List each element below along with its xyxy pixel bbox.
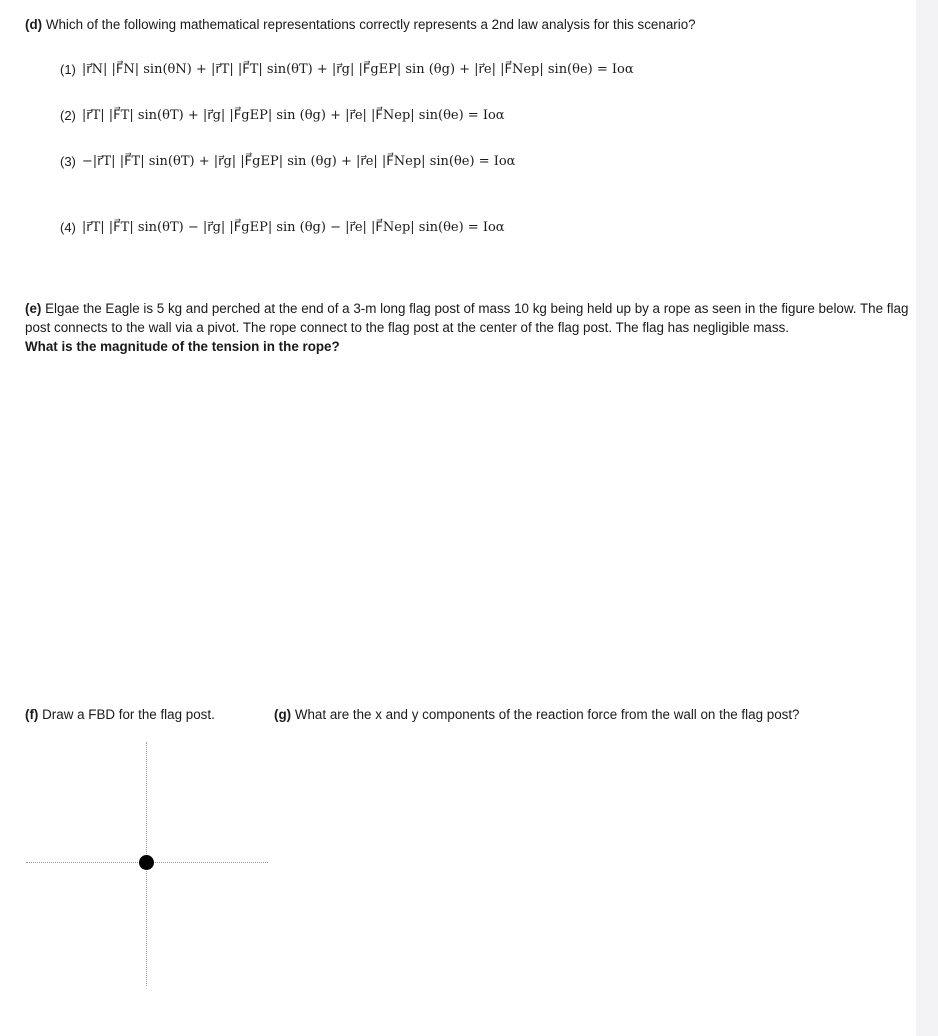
- option-2-number: (2): [60, 107, 76, 123]
- option-4-number: (4): [60, 219, 76, 235]
- option-1-expression: |r⃗N| |F⃗N| sin(θN) + |r⃗T| |F⃗T| sin(θT) + |r⃗g| |F⃗gEP| sin (θg) + |r⃗e| |F⃗Nep| sin(θe) = Ioα: [81, 61, 634, 77]
- option-3[interactable]: [60, 148, 515, 174]
- option-3-expression: −|r⃗T| |F⃗T| sin(θT) + |r⃗g| |F⃗gEP| sin (θg) + |r⃗e| |F⃗Nep| sin(θe) = Ioα: [81, 153, 516, 169]
- option-1[interactable]: [60, 56, 634, 82]
- question-d: [25, 15, 696, 34]
- fbd-origin-dot[interactable]: [139, 855, 154, 870]
- option-2[interactable]: [60, 102, 505, 128]
- question-g: [274, 705, 800, 724]
- question-e-text: Elgae the Eagle is 5 kg and perched at the end of a 3-m long flag post of mass 10 kg being held up by a rope as seen in the figure below. The flag post connects to the wall via a pivot. The rope connect to the flag post at the center of the flag post. The flag has negligible mass.: [25, 301, 909, 335]
- side-scrollbar-strip[interactable]: [916, 0, 938, 1036]
- option-4-expression: |r⃗T| |F⃗T| sin(θT) − |r⃗g| |F⃗gEP| sin (θg) − |r⃗e| |F⃗Nep| sin(θe) = Ioα: [81, 219, 505, 235]
- question-e: [25, 299, 911, 356]
- question-f-label: (f): [25, 707, 39, 722]
- question-d-label: (d): [25, 17, 43, 32]
- option-4[interactable]: [60, 214, 505, 240]
- option-3-number: (3): [60, 153, 76, 169]
- question-d-text: Which of the following mathematical representations correctly represents a 2nd law analysis for this scenario?: [45, 17, 696, 32]
- question-e-bold: What is the magnitude of the tension in the rope?: [25, 339, 340, 354]
- question-g-text: What are the x and y components of the reaction force from the wall on the flag post?: [294, 707, 800, 722]
- option-1-number: (1): [60, 61, 76, 77]
- option-2-expression: |r⃗T| |F⃗T| sin(θT) + |r⃗g| |F⃗gEP| sin (θg) + |r⃗e| |F⃗Nep| sin(θe) = Ioα: [81, 107, 505, 123]
- question-g-label: (g): [274, 707, 292, 722]
- question-f: [25, 705, 215, 724]
- question-f-text: Draw a FBD for the flag post.: [42, 707, 215, 722]
- question-e-label: (e): [25, 301, 42, 316]
